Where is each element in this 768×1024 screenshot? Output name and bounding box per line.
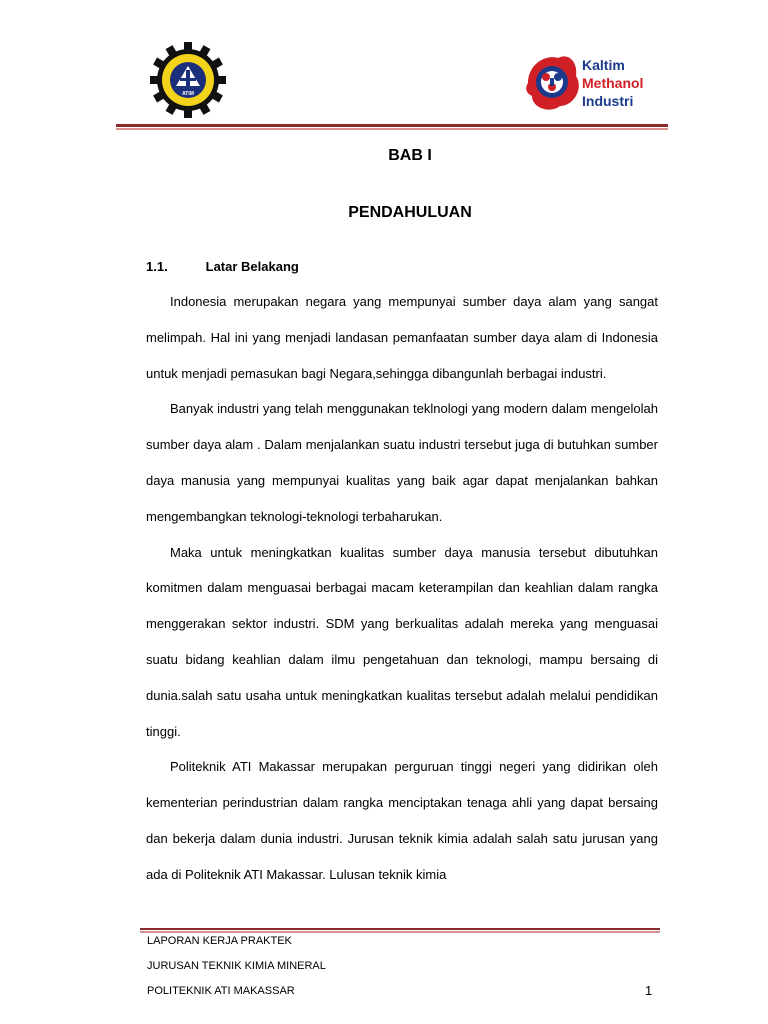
paragraph: Maka untuk meningkatkan kualitas sumber daya manusia tersebut dibutuhkan komitmen dalam menguasai berbagai macam keterampilan dan keahlian dalam rangka menggerakan sektor industri. SDM yang berkualitas adalah mereka yang menguasai suatu bidang keahlian dalam ilmu pengetahuan dan teknologi, mampu bersaing di dunia.salah satu usaha untuk meningkatkan kualitas tersebut adalah melalui pendidikan tinggi.: [146, 544, 658, 739]
logo-line-methanol: Methanol: [582, 75, 644, 91]
paragraph: Banyak industri yang telah menggunakan teklnologi yang modern dalam mengelolah sumber daya alam . Dalam menjalankan suatu industri tersebut juga di butuhkan sumber daya manusia yang mempunyai kualitas yang baik agar dapat menjalankan bahkan mengembangkan teknologi-teknologi terbaharukan.: [146, 401, 658, 524]
logo-line-kaltim: Kaltim: [582, 57, 625, 73]
chapter-title: PENDAHULUAN: [348, 204, 472, 221]
page-number: 1: [645, 983, 653, 998]
header-divider: [116, 124, 668, 130]
footer-divider: [140, 928, 660, 933]
footer-department: JURUSAN TEKNIK KIMIA MINERAL: [147, 960, 326, 972]
kaltim-methanol-emblem-icon: [524, 50, 652, 116]
paragraph: Politeknik ATI Makassar merupakan perguruan tinggi negeri yang didirikan oleh kementerian perindustrian dalam rangka menciptakan tenaga ahli yang dapat bersaing dan bekerja dalam dunia industri. Jurusan teknik kimia adalah salah satu jurusan yang ada di Politeknik ATI Makassar. Lulusan teknik kimia: [146, 759, 658, 882]
logo-line-industri: Industri: [582, 93, 634, 109]
gear-icon: [150, 42, 226, 118]
section-heading: [146, 259, 299, 274]
footer-report-title: LAPORAN KERJA PRAKTEK: [147, 935, 292, 947]
kaltim-methanol-logo: [524, 50, 652, 116]
body-text: [146, 284, 658, 893]
section-number: 1.1.: [146, 259, 168, 274]
politeknik-ati-gear-logo: [150, 42, 226, 118]
logo-text: ATIM: [182, 91, 194, 97]
page-header: [0, 0, 768, 135]
section-title: Latar Belakang: [205, 259, 299, 274]
paragraph: Indonesia merupakan negara yang mempunyai sumber daya alam yang sangat melimpah. Hal ini yang menjadi landasan pemanfaatan sumber daya alam di Indonesia untuk menjadi pemasukan bagi Negara,sehingga dibangunlah berbagai industri.: [146, 294, 658, 381]
chapter-number: BAB I: [388, 147, 432, 164]
footer-institution: POLITEKNIK ATI MAKASSAR: [147, 985, 295, 997]
